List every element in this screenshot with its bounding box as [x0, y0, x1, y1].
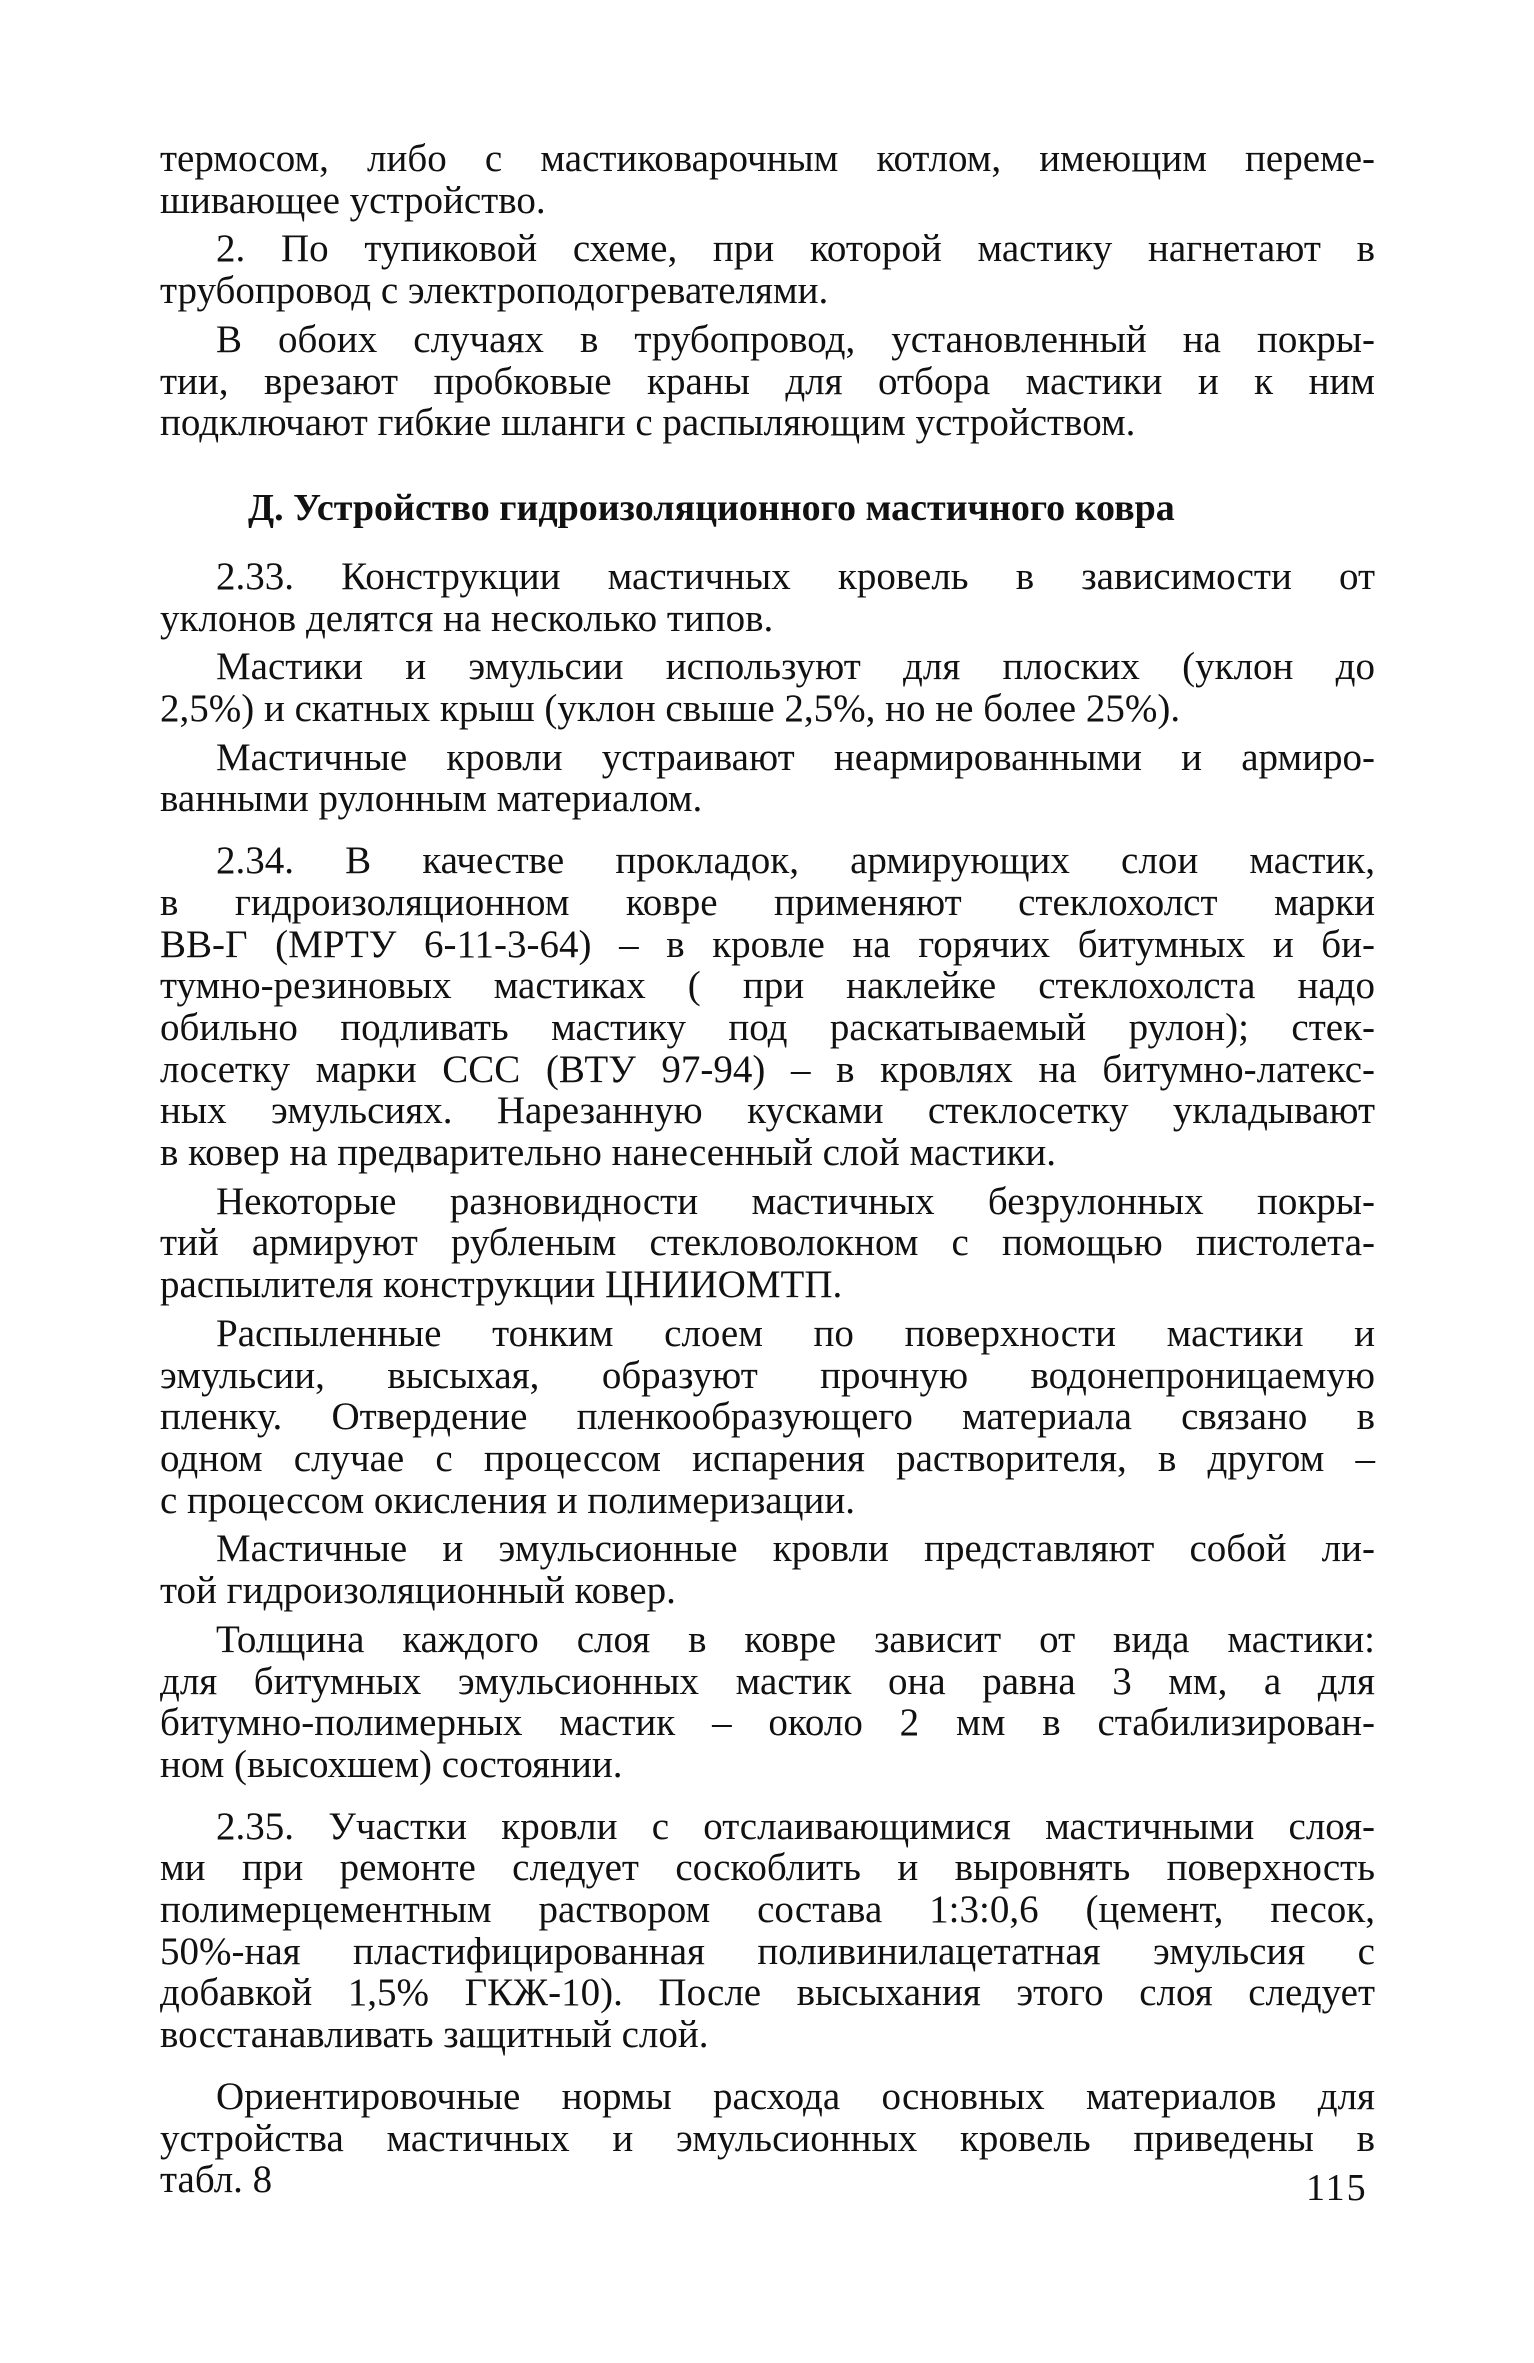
text-line: ном (высохшем) состоянии. [160, 1742, 623, 1786]
text-line: тии, врезают пробковые краны для отбора мастики и к ним [160, 359, 1375, 403]
text-line: термосом, либо с мастиковарочным котлом, имеющим переме- [160, 137, 1375, 180]
text-line: добавкой 1,5% ГКЖ-10). После высыхания этого слоя следует [160, 1971, 1375, 2015]
section-heading: Д. Устройство гидроизоляционного мастичного ковра [248, 486, 1175, 529]
paragraph-2-34 [160, 840, 1375, 1174]
page-number: 115 [1306, 2167, 1368, 2209]
text-line: 2.34. В качестве прокладок, армирующих слои мастик, [216, 839, 1375, 883]
text-line: ных эмульсиях. Нарезанную кусками стеклосетку укладывают [160, 1089, 1375, 1133]
text-line: для битумных эмульсионных мастик она равна 3 мм, а для [160, 1659, 1375, 1703]
text-line: Толщина каждого слоя в ковре зависит от вида мастики: [216, 1617, 1375, 1661]
paragraph-sprayed [160, 1313, 1375, 1522]
text-line: В обоих случаях в трубопровод, установленный на покры- [216, 317, 1375, 361]
text-line: уклонов делятся на несколько типов. [160, 596, 774, 640]
text-line: в ковер на предварительно нанесенный слой мастики. [160, 1131, 1057, 1175]
text-line: ВВ-Г (МРТУ 6-11-3-64) – в кровле на горячих битумных и би- [160, 922, 1375, 966]
paragraph-2-35 [160, 1806, 1375, 2056]
text-line: шивающее устройство. [160, 178, 546, 222]
text-line: лосетку марки ССС (ВТУ 97-94) – в кровлях на битумно-латекс- [160, 1047, 1375, 1091]
text-line: битумно-полимерных мастик – около 2 мм в стабилизирован- [160, 1701, 1375, 1745]
paragraph-item-2 [160, 228, 1375, 311]
text-line: 2. По тупиковой схеме, при которой мастику нагнетают в [216, 227, 1375, 271]
text-line: табл. 8 [160, 2158, 273, 2202]
text-line: восстанавливать защитный слой. [160, 2013, 709, 2057]
text-line: тий армируют рубленым стекловолокном с помощью пистолета- [160, 1221, 1375, 1265]
text-line: Распыленные тонким слоем по поверхности мастики и [216, 1311, 1375, 1355]
text-line: тумно-резиновых мастиках ( при наклейке стеклохолста надо [160, 964, 1375, 1008]
text-line: обильно подливать мастику под раскатываемый рулон); стек- [160, 1005, 1375, 1049]
paragraph-both-cases [160, 319, 1375, 444]
text-line: Мастичные и эмульсионные кровли представляют собой ли- [216, 1527, 1375, 1571]
text-line: Мастичные кровли устраивают неармированными и армиро- [216, 735, 1375, 779]
paragraph-mastics-emulsions [160, 646, 1375, 729]
text-line: Ориентировочные нормы расхода основных материалов для [216, 2074, 1375, 2118]
text-line: эмульсии, высыхая, образуют прочную водонепроницаемую [160, 1353, 1375, 1397]
text-line: 2.35. Участки кровли с отслаивающимися мастичными слоя- [216, 1804, 1375, 1848]
paragraph-mastic-roofs [160, 737, 1375, 820]
text-line: полимерцементным раствором состава 1:3:0,6 (цемент, песок, [160, 1888, 1375, 1932]
text-line: 2,5%) и скатных крыш (уклон свыше 2,5%, но не более 25%). [160, 687, 1181, 731]
paragraph-2-33 [160, 556, 1375, 639]
text-line: одном случае с процессом испарения растворителя, в другом – [160, 1436, 1375, 1480]
text-line: 2.33. Конструкции мастичных кровель в зависимости от [216, 554, 1375, 598]
paragraph-some-varieties [160, 1181, 1375, 1306]
text-line: распылителя конструкции ЦНИИОМТП. [160, 1263, 843, 1307]
paragraph-thickness [160, 1619, 1375, 1786]
document-body [160, 138, 1375, 2208]
paragraph-norms [160, 2076, 1375, 2201]
text-line: с процессом окисления и полимеризации. [160, 1478, 855, 1522]
text-line: Некоторые разновидности мастичных безрулонных покры- [216, 1179, 1375, 1223]
text-line: Мастики и эмульсии используют для плоских (уклон до [216, 645, 1375, 689]
text-line: 50%-ная пластифицированная поливинилацетатная эмульсия с [160, 1929, 1375, 1973]
text-line: трубопровод с электроподогревателями. [160, 269, 829, 313]
text-line: ванными рулонным материалом. [160, 777, 703, 821]
text-line: той гидроизоляционный ковер. [160, 1569, 676, 1613]
paragraph-continuation [160, 138, 1375, 221]
text-line: устройства мастичных и эмульсионных кровель приведены в [160, 2116, 1375, 2160]
text-line: пленку. Отвердение пленкообразующего материала связано в [160, 1395, 1375, 1439]
paragraph-cast-carpet [160, 1528, 1375, 1611]
text-line: ми при ремонте следует соскоблить и выровнять поверхность [160, 1846, 1375, 1890]
text-line: в гидроизоляционном ковре применяют стеклохолст марки [160, 880, 1375, 924]
text-line: подключают гибкие шланги с распыляющим устройством. [160, 401, 1136, 445]
